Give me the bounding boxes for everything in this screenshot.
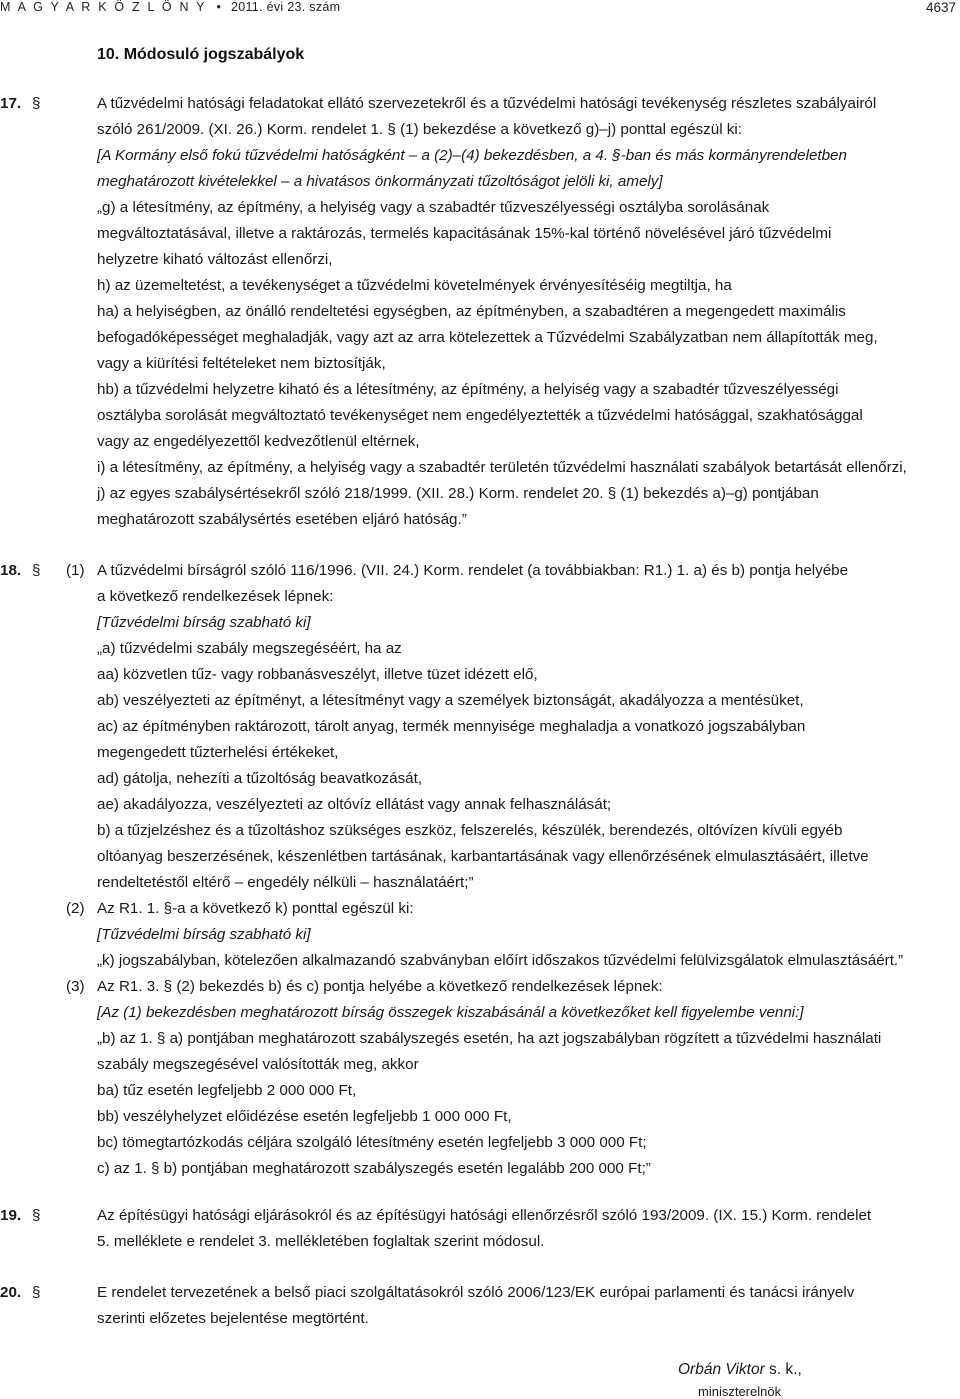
text-line: befogadóképességet meghaladják, vagy azt az arra kötelezettek a Tűzvédelmi Szabályzatban nem állapították meg, (97, 329, 878, 346)
text-line: „k) jogszabályban, kötelezően alkalmazandó szabványban előírt időszakos tűzvédelmi felülvizsgálatok elmulasztásáért.” (97, 952, 904, 969)
publication-name: M A G Y A R K Ö Z L Ö N Y (0, 0, 207, 14)
text-line: hb) a tűzvédelmi helyzetre kiható és a létesítmény, az építmény, a helyiség vagy a szabadtér tűzveszélyességi (97, 381, 839, 398)
text-line: oltóanyag beszerzésének, készenlétben tartásának, karbantartásának vagy ellenőrzésének elmulasztásáért, illetve (97, 848, 869, 865)
text-line: Az R1. 1. §-a a következő k) ponttal egészül ki: (97, 900, 414, 917)
text-line: h) az üzemeltetést, a tevékenységet a tűzvédelmi követelmények érvényesítéséig megtiltja, ha (97, 277, 732, 294)
section-symbol: § (32, 95, 41, 112)
page-header (0, 0, 960, 18)
subsection-number: (3) (66, 978, 85, 995)
text-line: c) az 1. § b) pontjában meghatározott szabályszegés esetén legalább 200 000 Ft;” (97, 1160, 651, 1177)
text-line: „b) az 1. § a) pontjában meghatározott szabályszegés esetén, ha azt jogszabályban rögzített a tűzvédelmi használati (97, 1030, 882, 1047)
text-line: aa) közvetlen tűz- vagy robbanásveszélyt, illetve tüzet idézett elő, (97, 666, 538, 683)
text-line: meghatározott kivételekkel – a hivatásos önkormányzati tűzoltóságot jelöli ki, amely] (97, 173, 663, 190)
text-line: vagy az engedélyezettől kedvezőtlenül eltérnek, (97, 433, 420, 450)
text-line: ae) akadályozza, veszélyezteti az oltóvíz ellátást vagy annak felhasználását; (97, 796, 612, 813)
paragraph-number: 18. (0, 562, 22, 579)
text-line: megengedett tűzterhelési értékeket, (97, 744, 339, 761)
text-line: A tűzvédelmi hatósági feladatokat ellátó szervezetekről és a tűzvédelmi hatósági tevékenység részletes szabályairól (97, 95, 877, 112)
text-line: [A Kormány első fokú tűzvédelmi hatóságként – a (2)–(4) bekezdésben, a 4. §-ban és más kormányrendeletben (97, 147, 847, 164)
subsection-number: (1) (66, 562, 85, 579)
text-line: j) az egyes szabálysértésekről szóló 218/1999. (XII. 28.) Korm. rendelet 20. § (1) bekezdés a)–g) pontjában (97, 485, 819, 502)
signer-role: miniszterelnök (698, 1384, 782, 1399)
text-line: a következő rendelkezések lépnek: (97, 588, 334, 605)
header-bullet: • (216, 0, 222, 14)
text-line: b) a tűzjelzéshez és a tűzoltáshoz szükséges eszköz, felszerelés, készülék, berendezés, oltóvízen kívüli egyéb (97, 822, 843, 839)
page-number: 4637 (925, 0, 956, 15)
issue-label: 2011. évi 23. szám (230, 0, 341, 14)
subsection-number: (2) (66, 900, 85, 917)
text-line: [Tűzvédelmi bírság szabható ki] (97, 614, 311, 631)
text-line: ba) tűz esetén legfeljebb 2 000 000 Ft, (97, 1082, 357, 1099)
text-line: ha) a helyiségben, az önálló rendeltetési egységben, az építményben, a szabadtéren a megengedett maximális (97, 303, 846, 320)
text-line: 5. melléklete e rendelet 3. mellékletében foglaltak szerint módosul. (97, 1233, 545, 1250)
text-line: Az R1. 3. § (2) bekezdés b) és c) pontja helyébe a következő rendelkezések lépnek: (97, 978, 663, 995)
signer-name: Orbán Viktor (678, 1361, 765, 1378)
text-line: szerinti előzetes bejelentése megtörtént. (97, 1310, 369, 1327)
text-line: ad) gátolja, nehezíti a tűzoltóság beavatkozását, (97, 770, 423, 787)
text-line: vagy a kiürítési feltételeket nem biztosítják, (97, 355, 386, 372)
text-line: helyzetre kiható változást ellenőrzi, (97, 251, 333, 268)
text-line: „a) tűzvédelmi szabály megszegéséért, ha az (97, 640, 402, 657)
text-line: osztályba sorolását megváltoztató tevékenységet nem engedélyeztették a tűzvédelmi hatósággal, szakhatósággal (97, 407, 863, 424)
text-line: rendeltetéstől eltérő – engedély nélküli – használatáért;” (97, 874, 474, 891)
text-line: Az építésügyi hatósági eljárásokról és az építésügyi hatósági ellenőrzésről szóló 193/2009. (IX. 15.) Korm. rendelet (97, 1207, 872, 1224)
publication-info (0, 0, 340, 14)
section-symbol: § (32, 562, 41, 579)
section-symbol: § (32, 1207, 41, 1224)
text-line: megváltoztatásával, illetve a raktározás, termelés kapacitásának 15%-kal történő növelésével járó tűzvédelmi (97, 225, 832, 242)
text-line: meghatározott szabálysértés esetében eljáró hatóság.” (97, 511, 467, 528)
text-line: A tűzvédelmi bírságról szóló 116/1996. (VII. 24.) Korm. rendelet (a továbbiakban: R1.) 1. a) és b) pontja helyébe (97, 562, 849, 579)
text-line: szabály megszegésével valósították meg, akkor (97, 1056, 419, 1073)
section-symbol: § (32, 1284, 41, 1301)
text-line: ab) veszélyezteti az építményt, a létesítményt vagy a személyek biztonságát, akadályozza a mentésüket, (97, 692, 804, 709)
text-line: i) a létesítmény, az építmény, a helyiség vagy a szabadtér területén tűzvédelmi használati szabályok betartását ellenőrzi, (97, 459, 907, 476)
text-line: E rendelet tervezetének a belső piaci szolgáltatásokról szóló 2006/123/EK európai parlamenti és tanácsi irányelv (97, 1284, 855, 1301)
signer-suffix: s. k., (764, 1361, 802, 1378)
paragraph-number: 19. (0, 1207, 22, 1224)
text-line: bb) veszélyhelyzet előidézése esetén legfeljebb 1 000 000 Ft, (97, 1108, 512, 1125)
text-line: [Tűzvédelmi bírság szabható ki] (97, 926, 311, 943)
section-title: 10. Módosuló jogszabályok (97, 46, 305, 63)
paragraph-number: 17. (0, 95, 22, 112)
text-line: ac) az építményben raktározott, tárolt anyag, termék mennyisége meghaladja a vonatkozó jogszabályban (97, 718, 806, 735)
text-line: „g) a létesítmény, az építmény, a helyiség vagy a szabadtér tűzveszélyességi osztályba sorolásának (97, 199, 770, 216)
text-line: [Az (1) bekezdésben meghatározott bírság összegek kiszabásánál a következőket kell figyelembe venni:] (97, 1004, 804, 1021)
paragraph-number: 20. (0, 1284, 22, 1301)
text-line: bc) tömegtartózkodás céljára szolgáló létesítmény esetén legfeljebb 3 000 000 Ft; (97, 1134, 647, 1151)
signer (678, 1361, 802, 1379)
text-line: szóló 261/2009. (XI. 26.) Korm. rendelet 1. § (1) bekezdése a következő g)–j) ponttal egészül ki: (97, 121, 742, 138)
